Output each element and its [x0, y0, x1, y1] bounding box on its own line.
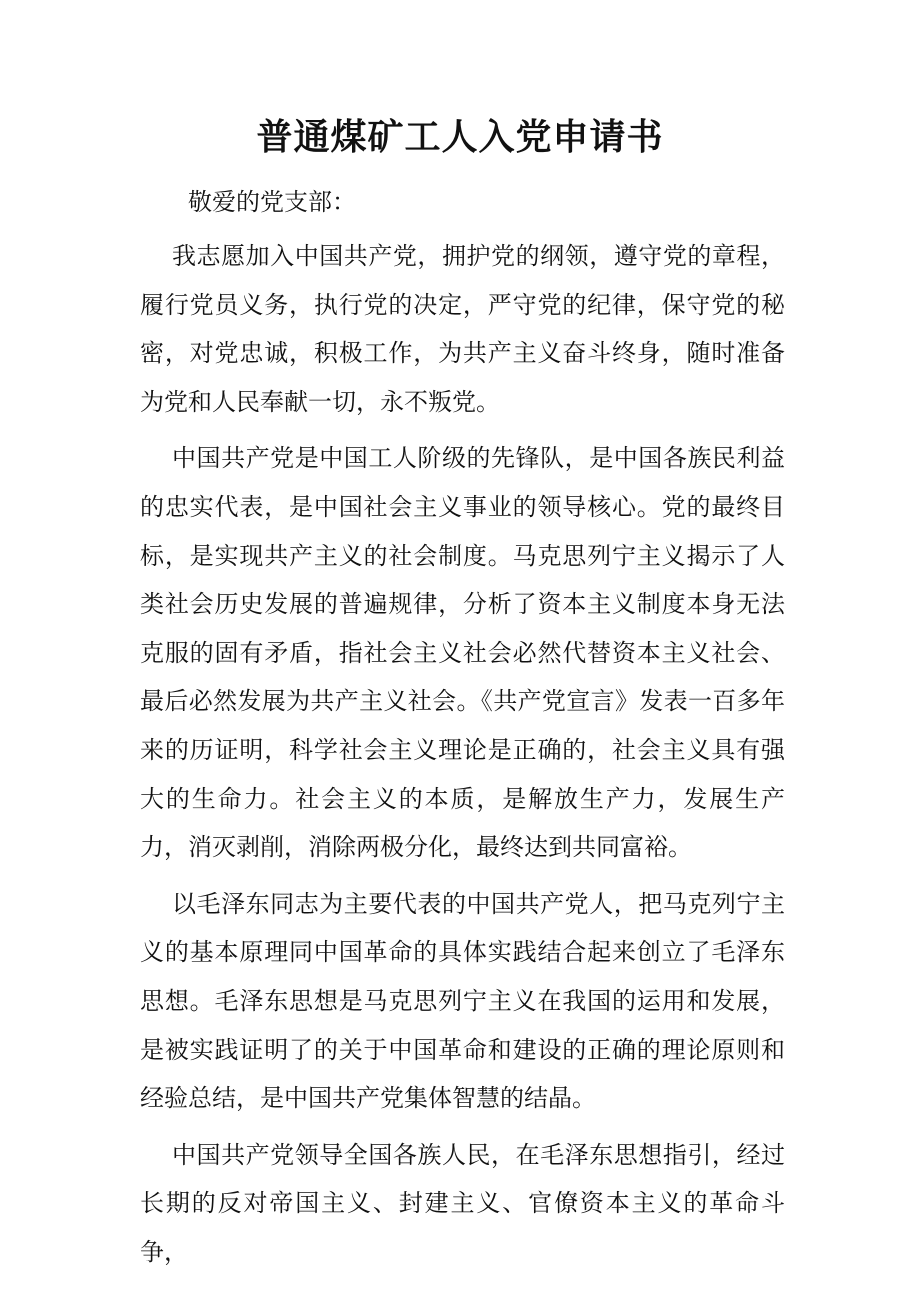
paragraph-revolution: 中国共产党领导全国各族人民，在毛泽东思想指引，经过长期的反对帝国主义、封建主义、官僚资本主义的革命斗争，	[140, 1140, 785, 1266]
document-body	[140, 178, 785, 1276]
salutation: 敬爱的党支部：	[188, 188, 356, 216]
document-title: 普通煤矿工人入党申请书	[256, 116, 664, 158]
paragraph-party-nature: 中国共产党是中国工人阶级的先锋队，是中国各族民利益的忠实代表，是中国社会主义事业的领导核心。党的最终目标，是实现共产主义的社会制度。马克思列宁主义揭示了人类社会历史发展的普遍规律，分析了资本主义制度本身无法克服的固有矛盾，指社会主义社会必然代替资本主义社会、最后必然发展为共产主义社会。《共产党宣言》发表一百多年来的历证明，科学社会主义理论是正确的，社会主义具有强大的生命力。社会主义的本质，是解放生产力，发展生产力，消灭剥削，消除两极分化，最终达到共同富裕。	[140, 444, 785, 862]
paragraph-pledge: 我志愿加入中国共产党，拥护党的纲领，遵守党的章程，履行党员义务，执行党的决定，严守党的纪律，保守党的秘密，对党忠诚，积极工作，为共产主义奋斗终身，随时准备为党和人民奉献一切，永不叛党。	[140, 242, 785, 416]
paragraph-mao-thought: 以毛泽东同志为主要代表的中国共产党人，把马克列宁主义的基本原理同中国革命的具体实践结合起来创立了毛泽东思想。毛泽东思想是马克思列宁主义在我国的运用和发展，是被实践证明了的关于中国革命和建设的正确的理论原则和经验总结，是中国共产党集体智慧的结晶。	[140, 889, 785, 1113]
